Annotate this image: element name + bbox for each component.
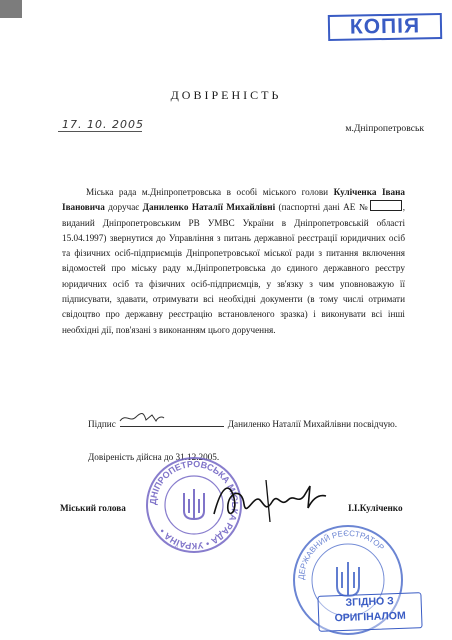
body-paragraph — [62, 185, 405, 338]
copy-stamp: КОПІЯ — [328, 13, 442, 41]
seal-purple-text: ДНІПРОПЕТРОВСЬКА МІСЬКА РАДА • УКРАЇНА • — [147, 458, 241, 552]
true-copy-line-1: ЗГІДНО З — [345, 595, 394, 609]
scan-corner-artifact — [0, 0, 22, 18]
head-name: І.І.Куліченко — [348, 503, 403, 513]
handwritten-date: 17. 10. 2005 — [62, 118, 144, 131]
body-text-part-1: Міська рада м.Дніпропетровська в особі міського голови — [86, 187, 329, 197]
body-text-part-3: (паспортні дані АЕ № — [278, 202, 369, 213]
date-underline — [58, 131, 142, 132]
principal-name: Куліченка Івана Івановича — [62, 187, 405, 213]
trident-icon — [184, 489, 204, 519]
redacted-passport-number — [370, 200, 402, 211]
true-copy-line-2: ОРИГІНАЛОМ — [334, 609, 406, 625]
signature-attestation: Даниленко Наталії Михайлівни посвідчую. — [227, 419, 398, 429]
validity-note: Довіреність дійсна до 31.12.2005. — [88, 452, 220, 462]
signature-label: Підпис — [88, 419, 116, 429]
agent-name: Даниленко Наталії Михайлівні — [142, 202, 276, 213]
true-copy-stamp — [317, 592, 422, 632]
agent-signature-scribble — [118, 411, 166, 425]
head-title-label: Міський голова — [60, 503, 126, 513]
body-text-part-2: доручає — [108, 202, 140, 213]
body-text-part-4: , виданий Дніпропетровським РВ УМВС України в Дніпропетровській області 15.04.1997) звернутися до Управління з питань державної реєстрації юридичних осіб та фізичних осіб-підприємців Дніпропетровської міської ради з питання включення відомостей про міську раду м.Дніпропетровська до єдиного державного реєстру юридичних осіб та фізичних осіб-підприємців, у зв'язку з чим уповноважую її підписувати, здавати, отримувати всі необхідні документи (в тому числі отримати свідоцтво про державну реєстрацію встановленого зразка) і виконувати всі інші необхідні дії, пов'язані з виконанням цього доручення. — [62, 202, 405, 335]
head-signature — [208, 474, 328, 524]
city-label: м.Дніпропетровськ — [345, 123, 424, 134]
document-title: ДОВІРЕНІСТЬ — [170, 88, 282, 102]
trident-icon — [337, 562, 359, 596]
seal-blue-text: ДЕРЖАВНИЙ РЕЄСТРАТОР — [296, 528, 386, 581]
